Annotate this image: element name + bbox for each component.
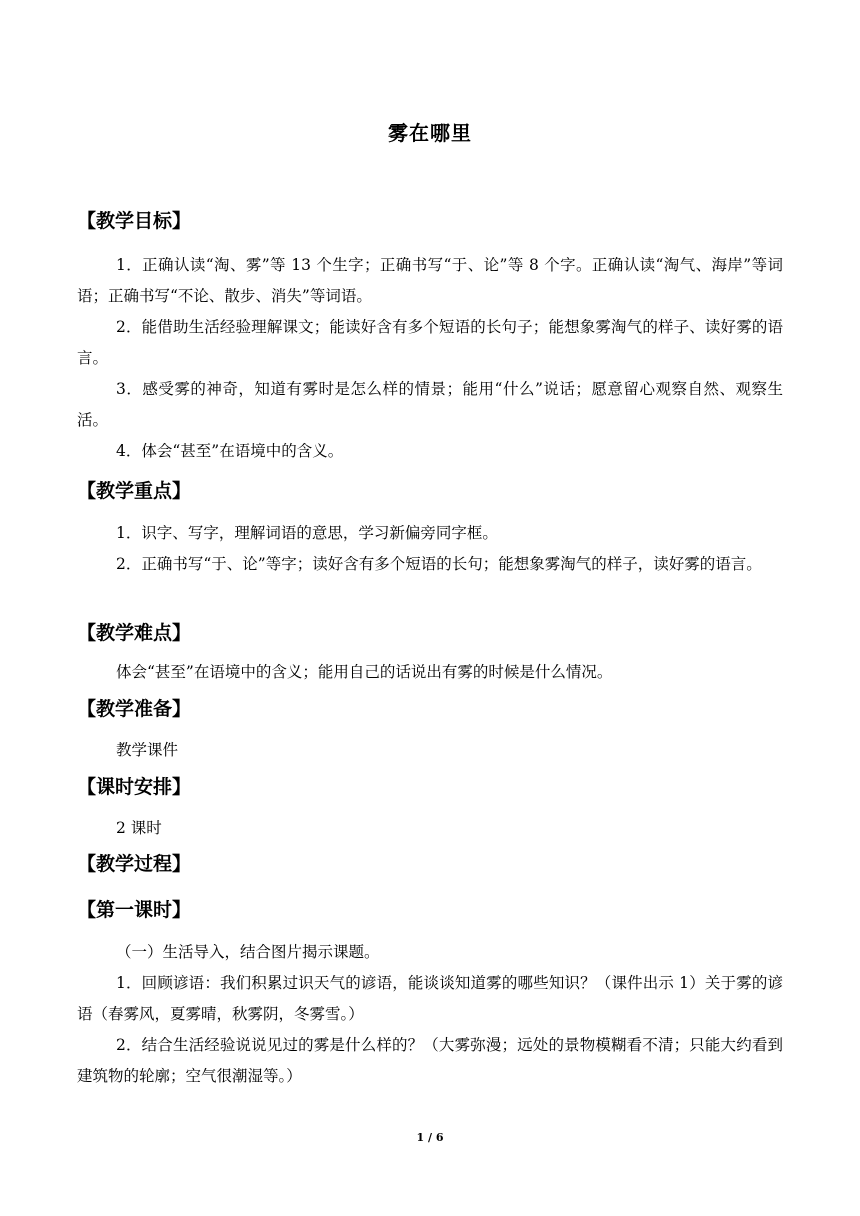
first-lesson-item-2: 2．结合生活经验说说见过的雾是什么样的？（大雾弥漫；远处的景物模糊看不清；只能大约看到建筑物的轮廓；空气很潮湿等。） (77, 1036, 783, 1085)
objective-item-3: 3．感受雾的神奇，知道有雾时是怎么样的情景；能用“什么”说话；愿意留心观察自然、观察生活。 (77, 380, 783, 429)
page-number: 1 / 6 (416, 1131, 444, 1144)
key-point-item-1: 1．识字、写字，理解词语的意思，学习新偏旁同字框。 (116, 524, 498, 542)
key-point-item-2: 2．正确书写“于、论”等字；读好含有多个短语的长句；能想象雾淘气的样子，读好雾的语言。 (116, 555, 762, 573)
difficulties-heading: 【教学难点】 (77, 622, 192, 644)
objective-item-1: 1．正确认读“淘、雾”等 13 个生字；正确书写“于、论”等 8 个字。正确认读“淘气、海岸”等词语；正确书写“不论、散步、消失”等词语。 (77, 256, 783, 305)
preparation-text: 教学课件 (116, 741, 179, 759)
first-lesson-intro: （一）生活导入，结合图片揭示课题。 (116, 943, 380, 961)
objective-item-2: 2．能借助生活经验理解课文；能读好含有多个短语的长句子；能想象雾淘气的样子、读好雾的语言。 (77, 318, 783, 367)
key-points-heading: 【教学重点】 (77, 480, 192, 502)
schedule-heading: 【课时安排】 (77, 776, 192, 798)
first-lesson-heading: 【第一课时】 (77, 899, 192, 921)
preparation-heading: 【教学准备】 (77, 698, 192, 720)
objectives-heading: 【教学目标】 (77, 210, 192, 232)
objective-item-4: 4．体会“甚至”在语境中的含义。 (116, 442, 344, 460)
first-lesson-item-1: 1．回顾谚语：我们积累过识天气的谚语，能谈谈知道雾的哪些知识？（课件出示 1）关于雾的谚语（春雾风，夏雾晴，秋雾阴，冬雾雪。） (77, 974, 783, 1023)
schedule-text: 2 课时 (116, 819, 162, 837)
process-heading: 【教学过程】 (77, 853, 192, 875)
document-title: 雾在哪里 (388, 121, 472, 145)
difficulties-text: 体会“甚至”在语境中的含义；能用自己的话说出有雾的时候是什么情况。 (116, 663, 613, 681)
